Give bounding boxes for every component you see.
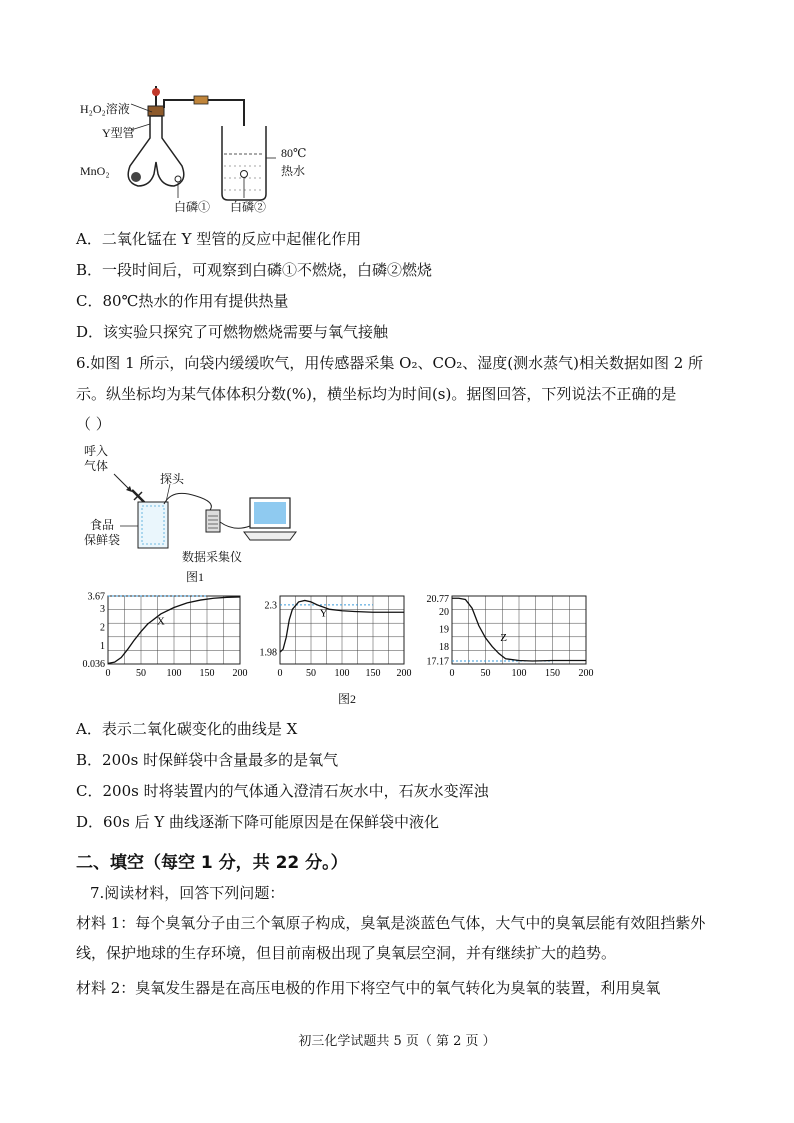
label-probe: 探头 <box>160 472 185 486</box>
chart-curve-label: Z <box>500 631 507 644</box>
label-bag-1: 食品 <box>90 518 115 532</box>
q5-option-b: B．一段时间后，可观察到白磷①不燃烧，白磷②燃烧 <box>76 261 433 279</box>
figure-2-caption: 图2 <box>338 692 357 706</box>
chart-curve-label: X <box>156 615 165 628</box>
q7-material-1: 材料 1：每个臭氧分子由三个氧原子构成，臭氧是淡蓝色气体，大气中的臭氧层能有效阻挡紫外线，保护地球的生存环境，但目前南极出现了臭氧层空洞，并有继续扩大的趋势。 <box>76 914 706 962</box>
mno2-powder-icon <box>131 172 141 182</box>
chart-y-tick-label: 3 <box>100 603 105 615</box>
chart-x-tick-label: 50 <box>136 668 146 679</box>
q5-option-d: D．该实验只探究了可燃物燃烧需要与氧气接触 <box>76 323 389 341</box>
bag-icon <box>138 502 168 548</box>
chart-x-tick-label: 200 <box>232 668 248 679</box>
label-phosphorus-1: 白磷① <box>174 200 211 214</box>
chart-y-tick-label: 18 <box>439 642 449 654</box>
label-mno2: MnO₂ <box>80 164 110 178</box>
chart-x-tick-label: 0 <box>449 668 455 679</box>
chart-y-tick-label: 20 <box>439 607 449 619</box>
q5-option-a: A．二氧化锰在 Y 型管的反应中起催化作用 <box>76 230 362 248</box>
chart-x-tick-label: 100 <box>166 668 182 679</box>
chart-y-tick-label: 1 <box>100 640 105 652</box>
q7-intro: 7.阅读材料，回答下列问题： <box>90 884 285 902</box>
label-phosphorus-2: 白磷② <box>230 200 267 214</box>
label-hot-water: 热水 <box>281 164 306 178</box>
chart-x-tick-label: 100 <box>334 668 350 679</box>
label-collector: 数据采集仪 <box>182 550 243 564</box>
page-footer: 初三化学试题共 5 页（ 第 2 页 ） <box>298 1034 496 1049</box>
figure-1 <box>76 440 316 586</box>
q6-stem-line1: 6.如图 1 所示，向袋内缓缓吹气，用传感器采集 O₂、CO₂、湿度(测水蒸气)相关数据如图 2 所 <box>76 354 704 372</box>
label-bag-2: 保鲜袋 <box>84 533 121 547</box>
chart-x-tick-label: 100 <box>511 668 527 679</box>
chart-curve-label: Y <box>319 607 328 620</box>
chart-x-tick-label: 0 <box>277 668 283 679</box>
label-breath-2: 气体 <box>84 459 109 473</box>
chart-x-tick-label: 50 <box>306 668 316 679</box>
label-h2o2: H₂O₂溶液 <box>80 102 130 116</box>
apparatus-figure <box>76 82 336 220</box>
label-breath-1: 呼入 <box>84 444 109 458</box>
section-2-title: 二、填空（每空 1 分，共 22 分。） <box>76 853 348 873</box>
q7-material-2: 材料 2：臭氧发生器是在高压电极的作用下将空气中的氧气转化为臭氧的装置，利用臭氧 <box>76 979 661 997</box>
figure-2 <box>70 588 600 708</box>
q5-option-c: C．80℃热水的作用有提供热量 <box>76 292 289 310</box>
chart-x-tick-label: 150 <box>199 668 215 679</box>
q6-option-c: C．200s 时将装置内的气体通入澄清石灰水中，石灰水变浑浊 <box>76 782 489 800</box>
chart-y-tick-label: 2.3 <box>264 600 277 612</box>
q6-option-d: D．60s 后 Y 曲线逐渐下降可能原因是在保鲜袋中液化 <box>76 813 440 831</box>
chart-x-tick-label: 50 <box>480 668 491 679</box>
q6-answer-bracket: （ ） <box>76 415 111 433</box>
chart-y-tick-label: 3.67 <box>87 591 105 603</box>
chart-x-tick-label: 200 <box>396 668 412 679</box>
figure-2-charts <box>70 588 600 688</box>
chart-y-tick-label: 0.036 <box>82 658 105 670</box>
chart-x-tick-label: 150 <box>365 668 381 679</box>
collector-icon <box>206 510 220 532</box>
chart-x-tick-label: 150 <box>545 668 560 679</box>
dropper-bulb-icon <box>152 88 160 96</box>
chart-y-tick-label: 1.98 <box>259 647 277 659</box>
q6-stem-line2: 示。纵坐标均为某气体体积分数(%)，横坐标均为时间(s)。据图回答，下列说法不正确的是 <box>76 385 677 403</box>
figure-1-caption: 图1 <box>186 570 205 584</box>
chart-y-tick-label: 19 <box>439 624 449 636</box>
q6-option-a: A．表示二氧化碳变化的曲线是 X <box>76 720 298 738</box>
chart-y-tick-label: 20.77 <box>426 593 449 605</box>
chart-x-tick-label: 200 <box>578 668 594 679</box>
q6-option-b: B．200s 时保鲜袋中含量最多的是氧气 <box>76 751 339 769</box>
chart-y-tick-label: 17.17 <box>426 656 449 668</box>
chart-y-tick-label: 2 <box>100 622 105 634</box>
chart-x-tick-label: 0 <box>105 668 111 679</box>
label-y-tube: Y型管 <box>102 126 135 140</box>
label-80c: 80℃ <box>281 146 307 160</box>
